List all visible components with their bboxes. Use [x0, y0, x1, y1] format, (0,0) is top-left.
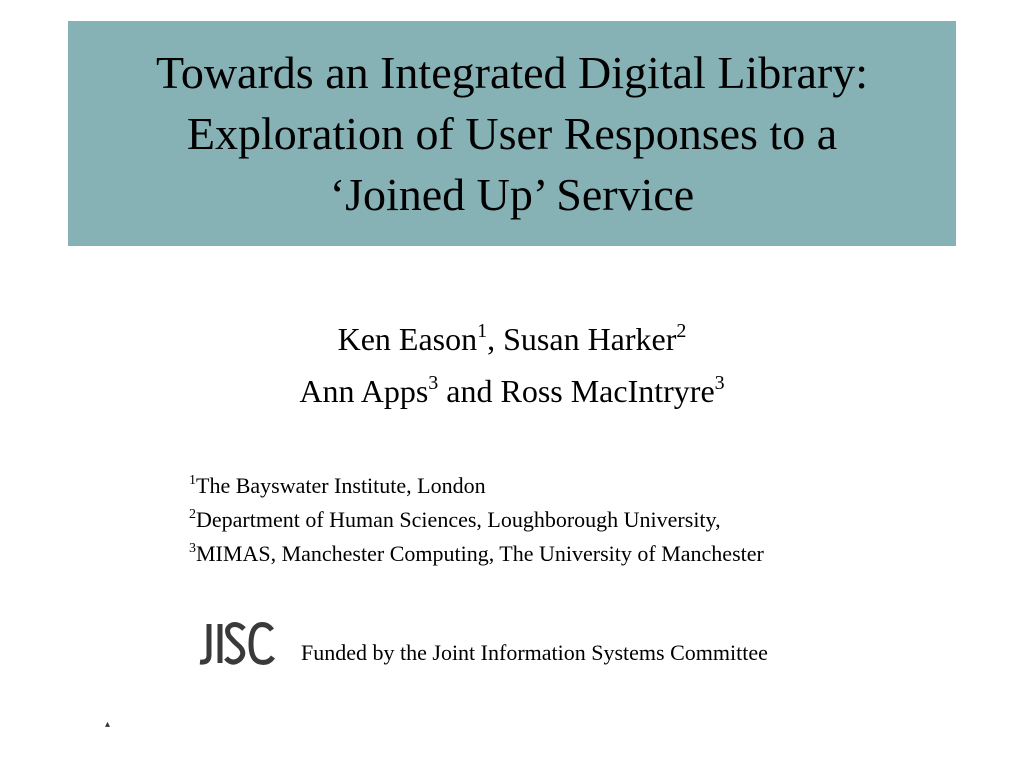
author-affiliation-mark: 3	[428, 372, 439, 394]
affiliation-text: The Bayswater Institute, London	[196, 473, 486, 498]
slide-marker: ▴	[105, 719, 111, 730]
author-line-2	[0, 365, 1024, 417]
author-name-harker: Susan Harker	[503, 321, 677, 357]
title-line-1: Towards an Integrated Digital Library:	[155, 47, 869, 98]
affiliation-number: 3	[189, 541, 196, 556]
author-separator: ,	[487, 321, 504, 357]
author-line-1	[0, 313, 1024, 365]
affiliation-text: MIMAS, Manchester Computing, The University of Manchester	[196, 541, 764, 566]
author-affiliation-mark: 3	[714, 372, 725, 394]
author-name-macintryre: Ross MacIntryre	[500, 373, 715, 409]
affiliation-text: Department of Human Sciences, Loughborough University,	[196, 507, 721, 532]
author-affiliation-mark: 1	[477, 320, 488, 342]
affiliation-item	[189, 469, 764, 503]
affiliation-number: 2	[189, 507, 196, 522]
title-line-3: ‘Joined Up’ Service	[329, 169, 695, 220]
author-name-eason: Ken Eason	[337, 321, 478, 357]
author-name-apps: Ann Apps	[299, 373, 429, 409]
affiliation-item	[189, 537, 764, 571]
jisc-logo	[196, 620, 276, 668]
affiliation-item	[189, 503, 764, 537]
title-line-2: Exploration of User Responses to a	[186, 108, 838, 159]
affiliation-number: 1	[189, 473, 196, 488]
author-affiliation-mark: 2	[676, 320, 687, 342]
affiliation-list	[189, 469, 764, 571]
title-banner	[68, 21, 956, 246]
funding-statement: Funded by the Joint Information Systems Committee	[301, 640, 768, 665]
author-separator: and	[438, 373, 501, 409]
author-block	[0, 313, 1024, 417]
